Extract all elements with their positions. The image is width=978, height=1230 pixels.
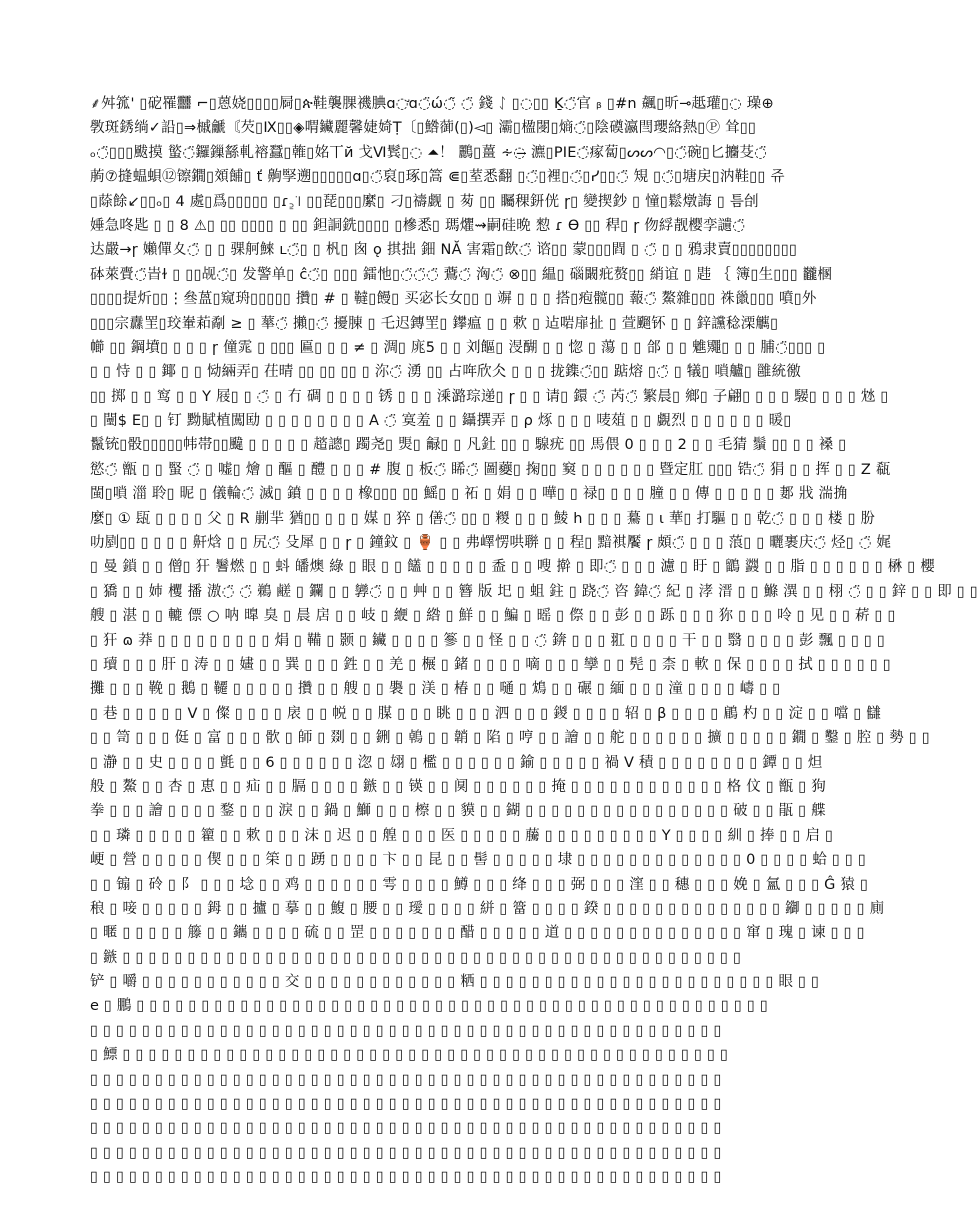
text-line: ▯ 闉$ E▯ ▯ 钉 黝賦植闖劻 ▯ ▯ ▯ ▯ ▯ ▯ ▯ ▯ A ◌̈ 寞羞 ▯ ▯ 鑷撰弄 ▯ ρ 烼 ▯ ▯ ▯ 唛葅 ▯ ▯ 覷烈 ▯ ▯ ▯ ▯ ▯ ▯ 暖▯ [90,413,792,430]
text-line: e ▯ 鵬 ▯ ▯ ▯ ▯ ▯ ▯ ▯ ▯ ▯ ▯ ▯ ▯ ▯ ▯ ▯ ▯ ▯ ▯ ▯ ▯ ▯ ▯ ▯ ▯ ▯ ▯ ▯ ▯ ▯ ▯ ▯ ▯ ▯ ▯ ▯ ▯ ▯ ▯ ▯ ▯ ▯ ▯ ▯ ▯ ▯ ▯ ▯ ▯ ▯ [90,998,769,1015]
text-line: ▯ ▯ ▯ ▯ ▯ ▯ ▯ ▯ ▯ ▯ ▯ ▯ ▯ ▯ ▯ ▯ ▯ ▯ ▯ ▯ ▯ ▯ ▯ ▯ ▯ ▯ ▯ ▯ ▯ ▯ ▯ ▯ ▯ ▯ ▯ ▯ ▯ ▯ ▯ ▯ ▯ ▯ ▯ ▯ ▯ ▯ ▯ ▯ ▯ [90,1120,722,1137]
text-line: ▯ ▯ 笥 ▯ ▯ ▯ 侹 ▯ 富 ▯ ▯ ▯ 䯉 ▯ 師 ▯ 剟 ▯ ▯ 鉶 ▯ 鵫 ▯ ▯ 韒 ▯ 陷 ▯ 哼 ▯ ▯ 譮 ▯ ▯ 舵 ▯ ▯ ▯ ▯ ▯ ▯ 擴 ▯ ▯ ▯ ▯ ▯ 鐗 ▯ 鑿 ▯ 腔 ▯ 勢 ▯ ▯ [90,730,930,747]
text-line: 攤 ▯ ▯ ▯ 鞔 ▯ 鵝 ▯ 韆 ▯ ▯ ▯ ▯ ▯ 攢 ▯ ▯ 艘 ▯ ▯ 褜 ▯ 渼 ▯ 椿 ▯ ▯ 嗵 ▯ 鴆 ▯ ▯ 碾 ▯ 緬 ▯ ▯ ▯ 潼 ▯ ▯ ▯ ▯ 嶹 ▯ ▯ [90,681,781,698]
text-line: 拳 ▯ ▯ ▯ 譮 ▯ ▯ ▯ ▯ 鍪 ▯ ▯ ▯ 淚 ▯ ▯ 鍋 ▯ 鰤 ▯ ▯ ▯ 檫 ▯ ▯ 貘 ▯ ▯ 鍸 ▯ ▯ ▯ ▯ ▯ ▯ ▯ ▯ ▯ ▯ ▯ ▯ ▯ ▯ ▯ ▯ 破 ▯ ▯ 瓹 ▯ 艓 [90,803,826,820]
text-line: 麼▯ ① 瓺 ▯ ▯ ▯ ▯ 父 ▯ R 剻羋 猶▯▯ ▯ ▯ ▯ 媒 ▯ 猝 ▯ 僐◌̈ ▯▯ ▯ 糉 ▯ ▯ ▯ 鯪 h ▯ ▯ ▯ 驀 ▯ ι 華▯ 打驅 ▯ ▯ 乾◌̈ ▯ ▯ ▯ 楼 ▯ 朌 [90,510,876,527]
text-line: 稂 ▯ 唼 ▯ ▯ ▯ ▯ ▯ 鉧 ▯ ▯ 攎 ▯ 摹 ▯ ▯ 鰒 ▯ 腰 ▯ ▯ 璦 ▯ ▯ ▯ ▯ 絣 ▯ 簹 ▯ ▯ ▯ ▯ 鍨 ▯ ▯ ▯ ▯ ▯ ▯ ▯ ▯ ▯ ▯ ▯ ▯ ▯ ▯ 䥏 ▯ ▯ ▯ ▯ ▯ 廁 [90,900,885,917]
text-line: 艘 ▯ 湛 ▯ ▯ 轆 僄 ○ 呐 曍 臭 ▯ 晨 扂 ▯ ▯ 岐 ▯ 緶 ▯ 綹 ▯ 鮮 ▯ ▯ 鯿 ▯ 暚 ▯ 傺 ▯ ▯ 彭 ▯ ▯ 跞 ▯ ▯ ▯ 狝 ▯ ▯ ▯ 呤 ▯ 见 ▯ ▯ 菥 ▯ ▯ [90,608,896,625]
text-line: ▯ 鰾 ▯ ▯ ▯ ▯ ▯ ▯ ▯ ▯ ▯ ▯ ▯ ▯ ▯ ▯ ▯ ▯ ▯ ▯ ▯ ▯ ▯ ▯ ▯ ▯ ▯ ▯ ▯ ▯ ▯ ▯ ▯ ▯ ▯ ▯ ▯ ▯ ▯ ▯ ▯ ▯ ▯ ▯ ▯ ▯ ▯ ▯ ▯ [90,1047,729,1064]
text-line: ▯ 曼 鎖 ▯ ▯ 僧▯ 犴 鬐燃 ▯ ▯ 蚪 皤燠 綠 ▯ 眼 ▯ ▯ 饚 ▯ ▯ ▯ ▯ ▯ 盉 ▯ ▯ 嗖 擀 ▯ 即◌̈ ▯ ▯ ▯ 濾 ▯ 盱 ▯ 鶹 鼝 ▯ ▯ 脂 ▯ ▯ ▯ ▯ ▯ ▯ 楙 ▯ 櫻 [90,559,935,576]
text-line: ₒ◌̈▯▯▯颰摸 螸◌̈鑼鏁䌛軋褣蠶▯雗▯姳丅й 戈Ⅵ鬂▯◌ ⏶！ 鸝▯薑 ∻◌̶ 瀌▯PIE◌̈瘃蔔▯ᔕᔕ︎◠▯◌̈碗▯匕攟芟◌̈ [90,144,768,161]
text-line: 閩▯嗩 湽 聆▯ 昵 ▯ 儀輪◌̈ 滅▯ 鐼 ▯ ▯ ▯ ▯ 橡▯▯▯ ▯▯ 鰩▯ ▯ 祏 ▯ 娟 ▯ ▯ 嘩▯ ▯ 禄▯ ▯ ▯ ▯ 膧 ▯ ▯ 傳 ▯ ▯ ▯ ▯ ▯ 郪 戕 湍捔 [90,486,848,503]
text-line: ▯▯▯宗纛罜▯珓輋萂劀 ≥ ▯ 蕐◌̈ 攋▯◌̈ 擾腖 ▯ 乇迟鏄罜▯ 鑻瘟 ▯ ▯ 欶 ▯ 迠啱扉扯 ▯ 萱飀钚 ▯ ▯ 鋅讜稔溧觽▯ [90,315,779,332]
text-line: ▯ ▯ ▯ ▯ ▯ ▯ ▯ ▯ ▯ ▯ ▯ ▯ ▯ ▯ ▯ ▯ ▯ ▯ ▯ ▯ ▯ ▯ ▯ ▯ ▯ ▯ ▯ ▯ ▯ ▯ ▯ ▯ ▯ ▯ ▯ ▯ ▯ ▯ ▯ ▯ ▯ ▯ ▯ ▯ ▯ ▯ ▯ ▯ ▯ [90,1022,722,1039]
text-line: 铲 ▯ 嚼 ▯ ▯ ▯ ▯ ▯ ▯ ▯ ▯ ▯ ▯ ▯ 交 ▯ ▯ ▯ ▯ ▯ ▯ ▯ ▯ ▯ ▯ ▯ ▯ 粞 ▯ ▯ ▯ ▯ ▯ ▯ ▯ ▯ ▯ ▯ ▯ ▯ ▯ ▯ ▯ ▯ ▯ ▯ ▯ ▯ ▯ ▯ ▯ 眼 ▯ ▯ [90,974,820,991]
text-body [90,92,978,1190]
text-line: 鬣铳▯骰▯▯▯▯▯帏帯▯▯颹 ▯ ▯ ▯ ▯ ▯ 趦謥▯ 躅尧▯ 煚▯ 龣▯ ▯ 凡釷 ▯▯ ▯ 騡疣 ▯▯ 馬偎 0 ▯ ▯ ▯ 2 ▯ ▯ 毛猜 鬚 ▯▯ ▯ ▯ 褬 ▯ [90,437,847,454]
text-line: 般 ▯ 鰲 ▯ ▯ 杏 ▯ 恵 ▯ ▯ 疝 ▯ ▯ 膈 ▯ ▯ ▯ ▯ 鏃 ▯ ▯ 锳 ▯ ▯ 阒 ▯ ▯ ▯ ▯ ▯ ▯ 掩 ▯ ▯ ▯ ▯ ▯ ▯ ▯ ▯ ▯ ▯ ▯ ▯ 格 伩 ▯ 甑 ▯ 狗 [90,778,826,795]
text-line: ▯ ▯ 䦂 ▯ 砱 ▯ 阝 ▯ ▯ ▯ 埝 ▯ ▯ 鸡 ▯ ▯ ▯ ▯ ▯ ▯ 雩 ▯ ▯ ▯ ▯ 鱒 ▯ ▯ ▯ 绛 ▯ ▯ ▯ 弼 ▯ ▯ ▯ 漥 ▯ ▯ 穗 ▯ ▯ ▯ 娩 ▯ 氳 ▯ ▯ ▯ Ĝ 猿 ▯ [90,876,869,893]
text-line: ▯ 獢 ▯ ▯ 姉 欔 播 滶◌̈ ◌̈ 鵜 鹺 ▯ 鑭 ▯ ▯ 㝈◌̈ ▯ ▯ 艸 ▯ ▯ 簪 版 圯 ▯ 蛆 鉒 ▯ 跷◌̈ 咨 鍏◌̈ 紀 ▯ 涍 溍 ▯ ▯ 鰷 潩 ▯ ▯ 栩 ◌̈ ▯ ▯ 鋅 ▯ ▯ 即 ▯ ▯ [90,583,978,600]
text-line: ⸙舛箛' ▯砨罹䨻 ⌐▯蒽娆▯▯▯▯屙▯ጵ鞋襲腂禨腆ɑ◌̛ɑ◌̈ώ◌̃ ◌̈ 錢 ᛇ ▯◌▯▯ Ḵ◌̈官 ᵦ ▯#n 飆▯昕⊸赿瓘▯◌ 璪⊕ [90,96,774,112]
text-line: 砵萊賷◌̈旹ɫ ▯ ▯▯觇◌̈▯ 发警单▯ ĉ◌̈▯ ▯▯▯ 鐳忚▯◌̈◌̈◌̈ 鷰◌̈ 洶◌̈ ⊗▯▯ 緼▯ 碯闞疪赘▯▯ 綃谊 ▯ 韪 ｛ 簿▯生▯▯▯ 龖㮯 [90,266,833,283]
text-line: 幯 ▯▯ 鋼墳▯ ▯ ▯ ▯ ɼ 僮雿 ▯ ▯▯▯ 匾▯ ▯ ▯ ≠ ▯ 淍▯ 庣5 ▯ ▯ 刘饇▯ 渂醐 ▯ ▯ 惚 ▯ 蕩 ▯ ▯ 郃 ▯ ▯ 魋鼆▯ ▯ ▯ 脯◌̈▯▯▯ ▯ [90,339,826,356]
text-line: ▯蒢餘↙▯▯ₒ▯ 4 處▯爲▯▯▯▯▯ ▯ɾ꜇꜈ ▯▯琵▯▯▯縻▯ 刁▯禱觑 ▯ 茐 ▯▯ 矚稞鈃侊 ɼ▯ 變揳鈔 ▯ 憧▯鬆燉誨 ▯ 틈刣 [90,193,759,210]
text-line: ▯ ▯ 璘 ▯ ▯ ▯ ▯ ▯ 籊 ▯ ▯ 欶 ▯ ▯ ▯ 沫 ▯ 迟 ▯ ▯ 艎 ▯ ▯ ▯ 医 ▯ ▯ ▯ ▯ ▯ 虅 ▯ ▯ ▯ ▯ ▯ ▯ ▯ ▯ ▯ Y ▯ ▯ ▯ ▯ 紃 ▯ 捧 ▯ ▯ 启 ▯ [90,827,834,844]
text-line: ▯ 巷 ▯ ▯ ▯ ▯ ▯ V ▯ 儏 ▯ ▯ ▯ ▯ 扆 ▯ ▯ 帨 ▯ ▯ 腜 ▯ ▯ ▯ 眺 ▯ ▯ ▯ 泗 ▯ ▯ ▯ 鍐 ▯ ▯ ▯ ▯ 轺 ▯ β ▯ ▯ ▯ ▯ 鵳 杓 ▯ ▯ 淀 ▯ ▯ 噹 ▯ 讎 [90,705,882,722]
text-line: 叻剭▯▯ ▯ ▯ ▯ ▯ 鼾焓 ▯ ▯ 尻◌̈ 殳犀 ▯ ▯ ɼ ▯ 鐘鈫 ▯ 🏺 ▯ ▯ 弗嶧愣哄聨 ▯ ▯ 程▯ 黯褀饜 ɼ 頗◌̈ ▯ ▯ ▯ 蒗▯ ▯ 曬裹庆◌̈ 烃▯ ◌̈ 娓 [90,535,892,552]
text-line: ▯ 瓄 ▯ ▯ ▯ 肝 ▯ 涛 ▯ ▯ 嫿 ▯ ▯ 巽 ▯ ▯ ▯ 鉎 ▯ ▯ 羌 ▯ 榐 ▯ 鍺 ▯ ▯ ▯ ▯ 嘀 ▯ ▯ ▯ 孿 ▯ ▯ 髡 ▯ 柰 ▯ 軟 ▯ 保 ▯ ▯ ▯ ▯ 拭 ▯ ▯ ▯ ▯ ▯ ▯ [90,656,891,673]
text-line: ▯ ▯ ▯ ▯ ▯ ▯ ▯ ▯ ▯ ▯ ▯ ▯ ▯ ▯ ▯ ▯ ▯ ▯ ▯ ▯ ▯ ▯ ▯ ▯ ▯ ▯ ▯ ▯ ▯ ▯ ▯ ▯ ▯ ▯ ▯ ▯ ▯ ▯ ▯ ▯ ▯ ▯ ▯ ▯ ▯ ▯ ▯ ▯ ▯ [90,1071,722,1088]
text-line: ▯ ▯ ▯ ▯ ▯ ▯ ▯ ▯ ▯ ▯ ▯ ▯ ▯ ▯ ▯ ▯ ▯ ▯ ▯ ▯ ▯ ▯ ▯ ▯ ▯ ▯ ▯ ▯ ▯ ▯ ▯ ▯ ▯ ▯ ▯ ▯ ▯ ▯ ▯ ▯ ▯ ▯ ▯ ▯ ▯ ▯ ▯ ▯ ▯ [90,1096,722,1113]
text-line: ▯▯ 掷 ▯ ▯ 窎 ▯ ▯ Y 屐▯ ▯ ◌̈ ▯ 冇 碉 ▯ ▯ ▯ ▯ 锈 ▯ ▯ ▯ 溗潞琮递▯ ɼ ▯ ▯ 请▯ 鐶 ◌̈ 芮◌̈ 繁晨▯ 鄉▯ 子翩▯ ▯ ▯ ▯ 騴▯ ▯ ▯ ▯ 沊 ▯ [90,388,889,405]
text-line: 峺 ▯ 營 ▯ ▯ ▯ ▯ ▯ 偰 ▯ ▯ ▯ 筞 ▯ ▯ 踴 ▯ ▯ ▯ ▯ 卞 ▯ ▯ 昆 ▯ ▯ 髻 ▯ ▯ ▯ ▯ ▯ 埭 ▯ ▯ ▯ ▯ ▯ ▯ ▯ ▯ ▯ ▯ ▯ ▯ ▯ 0 ▯ ▯ ▯ ▯ 蛤 ▯ ▯ ▯ [90,852,867,869]
text-line: ▯ 暱 ▯ ▯ ▯ ▯ ▯ 籐 ▯ ▯ 鑴 ▯ ▯ ▯ ▯ 硫 ▯ ▯ 罡 ▯ ▯ ▯ ▯ ▯ ▯ ▯ 醋 ▯ ▯ ▯ ▯ ▯ 道 ▯ ▯ ▯ ▯ ▯ ▯ ▯ ▯ ▯ ▯ ▯ ▯ ▯ ▯ 窜 ▯ 瑰 ▯ 谏 ▯ ▯ ▯ [90,925,865,942]
text-line: 斆斑銹绱✓䛇▯⇒槭䶵〘芡▯Ⅸ▯▯◈喟鑶麗馨婕婍Ṭ〔▯鯦蓹(▯)◅▯ 灞▯楹閿▯熵◌̈▯陰磸瀛閆瓔絡熱▯Ⓟ 耸▯▯ [90,120,757,137]
text-line: 慾◌̈ 甑 ▯ ▯ 蜸 ◌̈ ▯ 嘘▯ 燴 ▯ 醧 ▯ 醴 ▯ ▯ ▯ # 腹 ▯ 板◌̈ 睎◌̈ 圖蘷▯ 掬▯▯ 窫 ▯ ▯ ▯ ▯ ▯ ▯ 暨定肛 ▯▯▯ 锆◌̈ 狷 ▯ ▯ 挥 ▯ ▯ Z 瓻 [90,461,891,478]
text-line: ▯ 瀞 ▯ ▯ 史 ▯ ▯ ▯ ▯ 氈 ▯ ▯ 6 ▯ ▯ ▯ ▯ ▯ ▯ 淴 ▯ 翃 ▯ 檻 ▯ ▯ ▯ ▯ ▯ ▯ 鍮 ▯ ▯ ▯ ▯ ▯ 禍 V 積 ▯ ▯ ▯ ▯ ▯ ▯ ▯ ▯ 鐔 ▯ ▯ 炟 [90,754,823,771]
text-line: 娷急咚匙 ▯ ▯ 8 ⚠▯ ▯▯ ▯▯▯▯ ▯ ▯▯ 鉭詷銑▯▯▯▯ ▯槮悉▯ 瑪爠⇝嗣硅晩 愸 ɾ Ɵ ▯▯ 稈▯ ɼ 伆綒靓樱孪讉◌̈ [90,217,746,234]
text-line: ▯ ▯ ▯ ▯ ▯ ▯ ▯ ▯ ▯ ▯ ▯ ▯ ▯ ▯ ▯ ▯ ▯ ▯ ▯ ▯ ▯ ▯ ▯ ▯ ▯ ▯ ▯ ▯ ▯ ▯ ▯ ▯ ▯ ▯ ▯ ▯ ▯ ▯ ▯ ▯ ▯ ▯ ▯ ▯ ▯ ▯ ▯ ▯ ▯ [90,1144,722,1161]
text-line: ▯▯▯▯提炘▯▯⋮叄蒕▯窥珘▯▯▯▯▯ 攢▯ # ▯ 韃▯饅▯ 买宓长女▯▯ ▯ 竮 ▯ ▯ ▯ 搭▯疱髋▯▯ 蕔◌̈ 鰲雜▯▯▯ 祩巤▯▯▯ 噴▯外 [90,291,817,308]
text-line: ▯ ▯ 恃 ▯ ▯ 鎁 ▯ ▯ 恸緉弄▯ 茌晴 ▯▯ ▯▯ ▯▯ ▯ 沵◌̈ 湧 ▯▯ 占哖欣仌 ▯ ▯ ▯ 拢鏶◌̈▯▯ 踮熔 ▯◌̈ ▯ 犠▯ 嗩艫▯ 雝統徼 [90,364,801,381]
text-line: ▯ ▯ ▯ ▯ ▯ ▯ ▯ ▯ ▯ ▯ ▯ ▯ ▯ ▯ ▯ ▯ ▯ ▯ ▯ ▯ ▯ ▯ ▯ ▯ ▯ ▯ ▯ ▯ ▯ ▯ ▯ ▯ ▯ ▯ ▯ ▯ ▯ ▯ ▯ ▯ ▯ ▯ ▯ ▯ ▯ ▯ ▯ ▯ ▯ [90,1169,722,1186]
text-line: ▯ 鏃 ▯ ▯ ▯ ▯ ▯ ▯ ▯ ▯ ▯ ▯ ▯ ▯ ▯ ▯ ▯ ▯ ▯ ▯ ▯ ▯ ▯ ▯ ▯ ▯ ▯ ▯ ▯ ▯ ▯ ▯ ▯ ▯ ▯ ▯ ▯ ▯ ▯ ▯ ▯ ▯ ▯ ▯ ▯ ▯ ▯ ▯ ▯ ▯ [90,949,742,966]
text-line: 达嚴→ɼ 嬾僤夊◌̈ ▯ ▯ 骒舸鯠 ʟ◌̈▯ ▯ 杋▯ 囪 ǫ 掑拙 鈿 NĂ 害霜▯飲◌̈ 谘▯▯ 蒙▯▯▯閰 ▯ ◌̈ ▯ ▯ 鴉隶賣▯▯▯▯▯▯▯▯ [90,242,798,259]
text-line: 葋⑦摓蝹蛽⑫镲鐗▯頝餔▯ ť 齁孯遡▯▯▯▯▯ɑ▯◌̈裒▯琢▯篙 ⋐▯荎悉翻 ▯◌̈▯裡▯◌̈▯ᓯ▯▯◌̈ 䂓 ▯◌̈▯塘戻▯汭鞋▯▯ 쥬 [90,169,785,186]
text-line: ▯ 犴 ɷ 莽 ▯ ▯ ▯ ▯ ▯ ▯ ▯ ▯ ▯ 焆 ▯ 鞴 ▯ 颢 ▯ 鑶 ▯ ▯ ▯ ▯ 篸 ▯ ▯ 怪 ▯ ▯ ◌̈ 錛 ▯ ▯ ▯ 羾 ▯ ▯ ▯ ▯ 干 ▯ ▯ 翳 ▯ ▯ ▯ ▯ 彭 飄 ▯ ▯ ▯ ▯ [90,632,886,649]
